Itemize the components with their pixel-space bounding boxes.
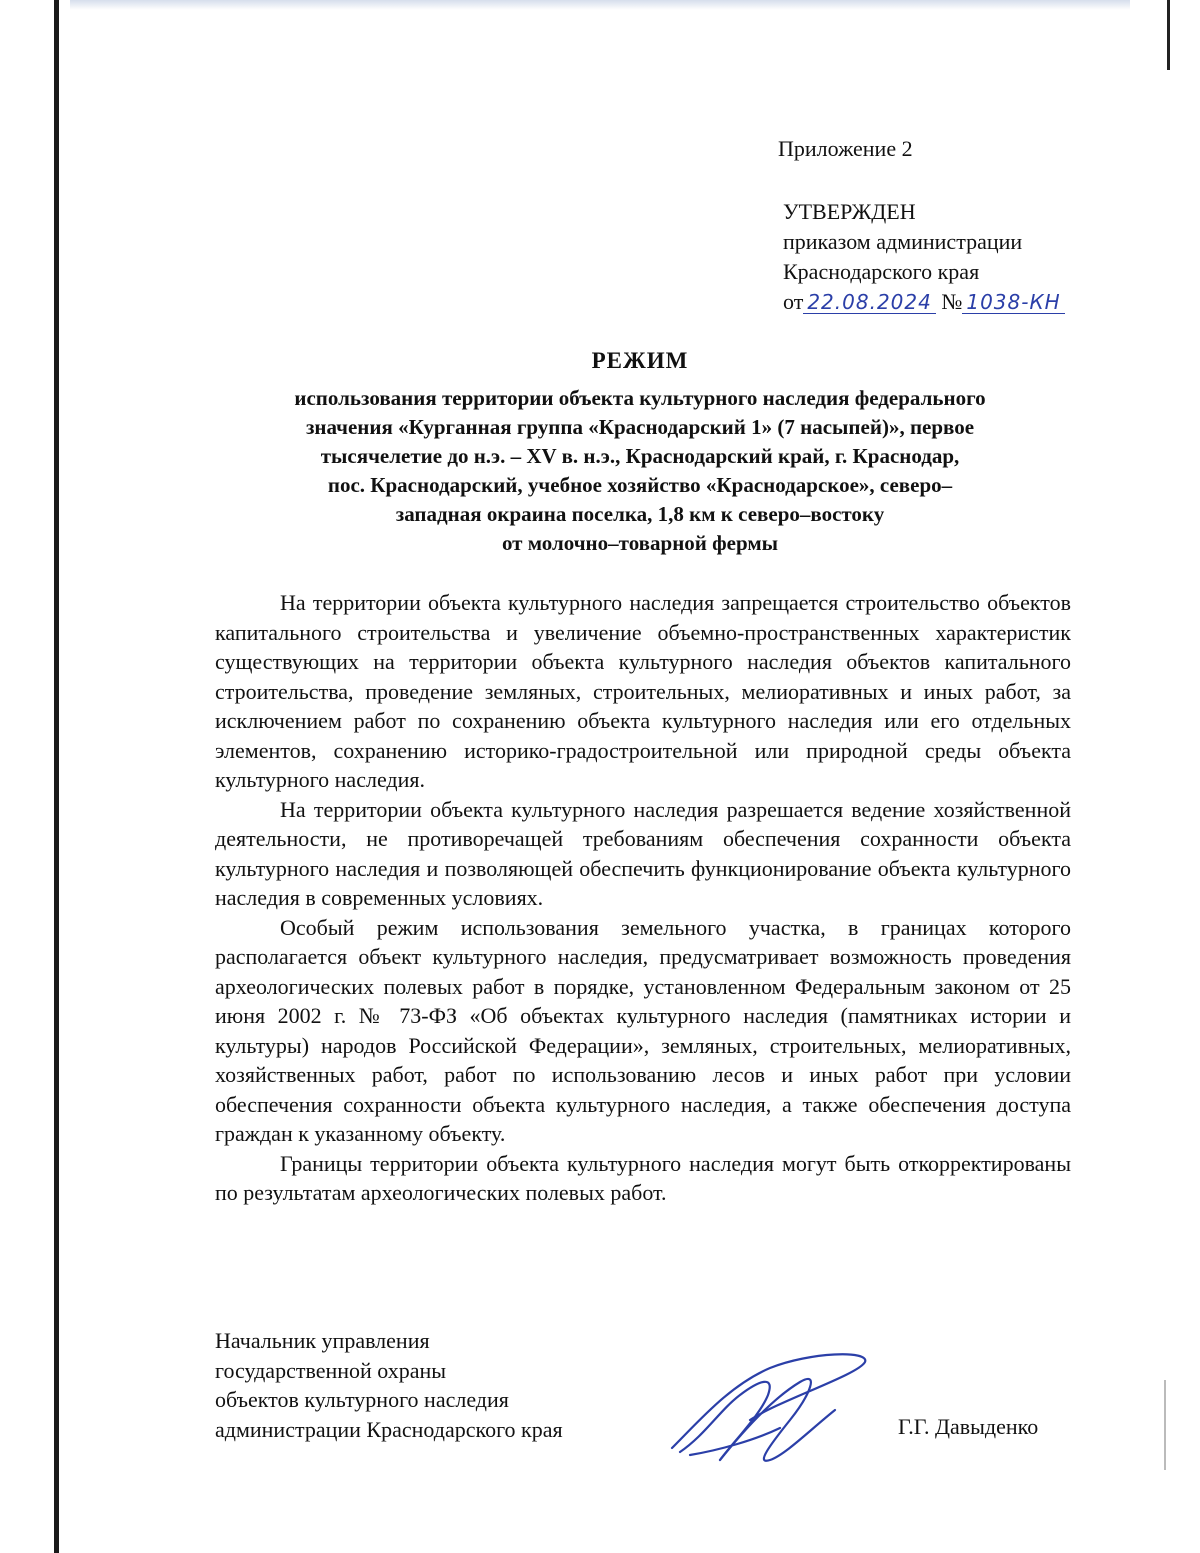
title-line: западная окраина поселка, 1,8 км к северо–востоку xyxy=(395,502,885,526)
scan-top-edge xyxy=(70,0,1130,10)
signatory-name: Г.Г. Давыденко xyxy=(898,1414,1039,1439)
number-prefix: № xyxy=(941,289,963,314)
title-subtitle xyxy=(200,384,1080,558)
body-paragraph: Особый режим использования земельного участка, в границах которого располагается объект культурного наследия, предусматривает возможность проведения археологических полевых работ в порядке, установленном Федеральным законом от 25 июня 2002 г. № 73-ФЗ «Об объектах культурного наследия (памятниках истории и культуры) народов Российской Федерации», земляных, строительных, мелиоративных, хозяйственных работ, работ по использованию лесов и иных работ при условии обеспечения сохранности объекта культурного наследия, а также обеспечения доступа граждан к указанному объекту. xyxy=(215,914,1071,1146)
appendix-label: Приложение 2 xyxy=(778,136,913,161)
position-line: государственной охраны xyxy=(215,1357,447,1383)
signatory-position xyxy=(215,1326,563,1444)
approved-heading: УТВЕРЖДЕН xyxy=(783,199,916,224)
date-prefix: от xyxy=(783,289,804,314)
handwritten-signature xyxy=(660,1340,880,1480)
document-body xyxy=(215,588,1071,1208)
title-line: значения «Курганная группа «Краснодарский 1» (7 насыпей)», первое xyxy=(305,415,975,439)
title-line: использования территории объекта культурного наследия федерального xyxy=(294,386,986,410)
approved-by-line-2: Краснодарского края xyxy=(783,259,980,284)
title-line: тысячелетие до н.э. – XV в. н.э., Краснодарский край, г. Краснодар, xyxy=(320,444,960,468)
scan-left-edge xyxy=(54,0,59,1553)
title-line: пос. Краснодарский, учебное хозяйство «Краснодарское», северо– xyxy=(327,473,953,497)
body-paragraph: На территории объекта культурного наследия разрешается ведение хозяйственной деятельности, не противоречащей требованиям обеспечения сохранности объекта культурного наследия и позволяющей обеспечить функционирование объекта культурного наследия в современных условиях. xyxy=(215,796,1071,910)
scan-right-edge xyxy=(1167,0,1170,70)
handwritten-number: 1038-КН xyxy=(962,291,1064,314)
position-line: администрации Краснодарского края xyxy=(215,1416,563,1442)
scan-right-edge-lower xyxy=(1164,1380,1166,1470)
position-line: Начальник управления xyxy=(215,1328,430,1353)
document-title xyxy=(200,348,1080,558)
handwritten-date: 22.08.2024 xyxy=(803,291,936,314)
title-line: от молочно–товарной фермы xyxy=(501,531,779,555)
approval-block xyxy=(783,197,1113,317)
approved-by-line-1: приказом администрации xyxy=(783,229,1023,254)
approval-date-line xyxy=(783,287,1113,317)
title-main: РЕЖИМ xyxy=(591,348,689,373)
body-paragraph: На территории объекта культурного наследия запрещается строительство объектов капитального строительства и увеличение объемно-пространственных характеристик существующих на территории объекта культурного наследия объектов капитального строительства, проведение земляных, строительных, мелиоративных и иных работ, за исключением работ по сохранению объекта культурного наследия или его отдельных элементов, сохранению историко-градостроительной или природной среды объекта культурного наследия. xyxy=(215,590,1071,792)
position-line: объектов культурного наследия xyxy=(215,1387,509,1412)
body-paragraph: Границы территории объекта культурного наследия могут быть откорректированы по результатам археологических полевых работ. xyxy=(215,1150,1071,1205)
